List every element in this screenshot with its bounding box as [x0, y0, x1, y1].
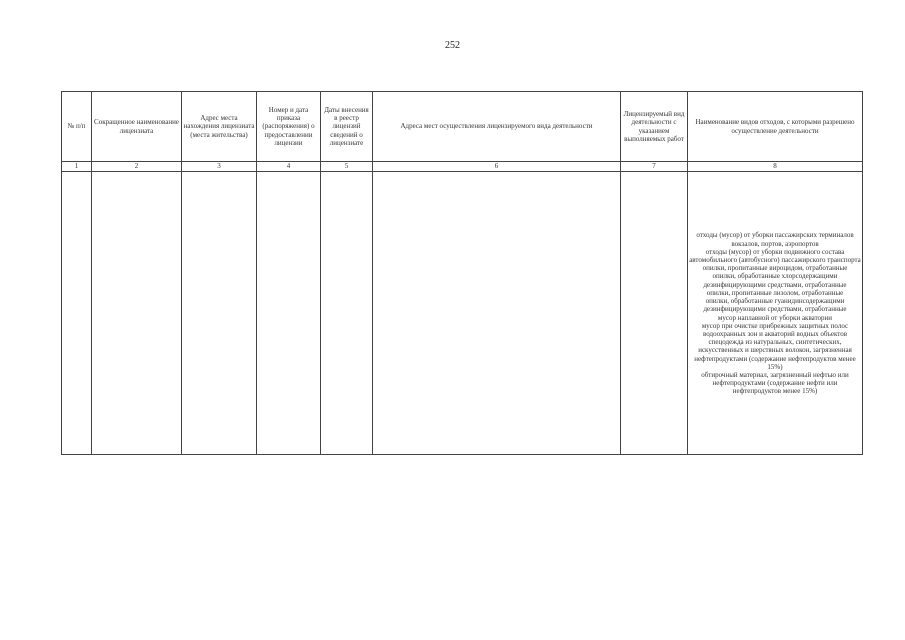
cell-order-number-date [257, 172, 321, 455]
waste-type-item: мусор наплавной от уборки акватории [717, 313, 833, 322]
waste-type-item: мусор при очистке прибрежных защитных полос водоохранных зон и акваторий водных объектов [701, 321, 849, 338]
cell-row-number [62, 172, 92, 455]
header-licensed-activity: Лицензируемый вид деятельности с указанием выполняемых работ [621, 92, 688, 162]
waste-type-item: опилки, обработанные хлорсодержащими дезинфицирующими средствами, отработанные [703, 272, 847, 289]
column-number: 6 [373, 162, 621, 172]
waste-type-item: опилки, пропитанные вироцидом, отработанные [702, 264, 848, 273]
waste-type-item: спецодежда из натуральных, синтетических, искусственных и шерстяных волокон, загрязненная нефтепродуктами (содержание нефтепродуктов менее 15%) [694, 338, 856, 371]
waste-type-item: отходы (мусор) от уборки пассажирских терминалов вокзалов, портов, аэропортов [696, 231, 854, 248]
cell-activity-addresses [373, 172, 621, 455]
header-waste-types: Наименование видов отходов, с которыми разрешено осуществление деятельности [688, 92, 863, 162]
cell-waste-types [688, 172, 863, 455]
waste-type-item: опилки, пропитанные лизолом, отработанные [706, 288, 844, 297]
header-row-number: № п/п [62, 92, 92, 162]
column-number: 2 [92, 162, 182, 172]
column-number: 7 [621, 162, 688, 172]
waste-type-item: опилки, обработанные гуанидинсодержащими дезинфицирующими средствами, отработанные [703, 297, 847, 314]
column-number: 1 [62, 162, 92, 172]
column-number: 4 [257, 162, 321, 172]
header-row [62, 92, 863, 162]
cell-licensee-name [92, 172, 182, 455]
column-number: 3 [182, 162, 257, 172]
column-number: 8 [688, 162, 863, 172]
page-number: 252 [445, 40, 460, 51]
column-number: 5 [321, 162, 373, 172]
header-activity-addresses: Адреса мест осуществления лицензируемого вида деятельности [373, 92, 621, 162]
cell-registry-dates [321, 172, 373, 455]
table-row [62, 172, 863, 455]
license-registry-table [61, 91, 863, 455]
header-licensee-address: Адрес места нахождения лицензиата (места жительства) [182, 92, 257, 162]
header-order-number-date: Номер и дата приказа (распоряжения) о предоставлении лицензии [257, 92, 321, 162]
waste-type-item: обтирочный материал, загрязненный нефтью или нефтепродуктами (содержание нефти или нефтепродуктов менее 15%) [701, 370, 849, 396]
cell-licensee-address [182, 172, 257, 455]
waste-type-list [689, 230, 861, 395]
header-registry-dates: Даты внесения в реестр лицензий сведений о лицензиате [321, 92, 373, 162]
column-number-row [62, 162, 863, 172]
header-licensee-name: Сокращенное наименование лицензиата [92, 92, 182, 162]
cell-licensed-activity [621, 172, 688, 455]
waste-type-item: отходы (мусор) от уборки подвижного состава автомобильного (автобусного) пассажирского транспорта [689, 247, 861, 265]
